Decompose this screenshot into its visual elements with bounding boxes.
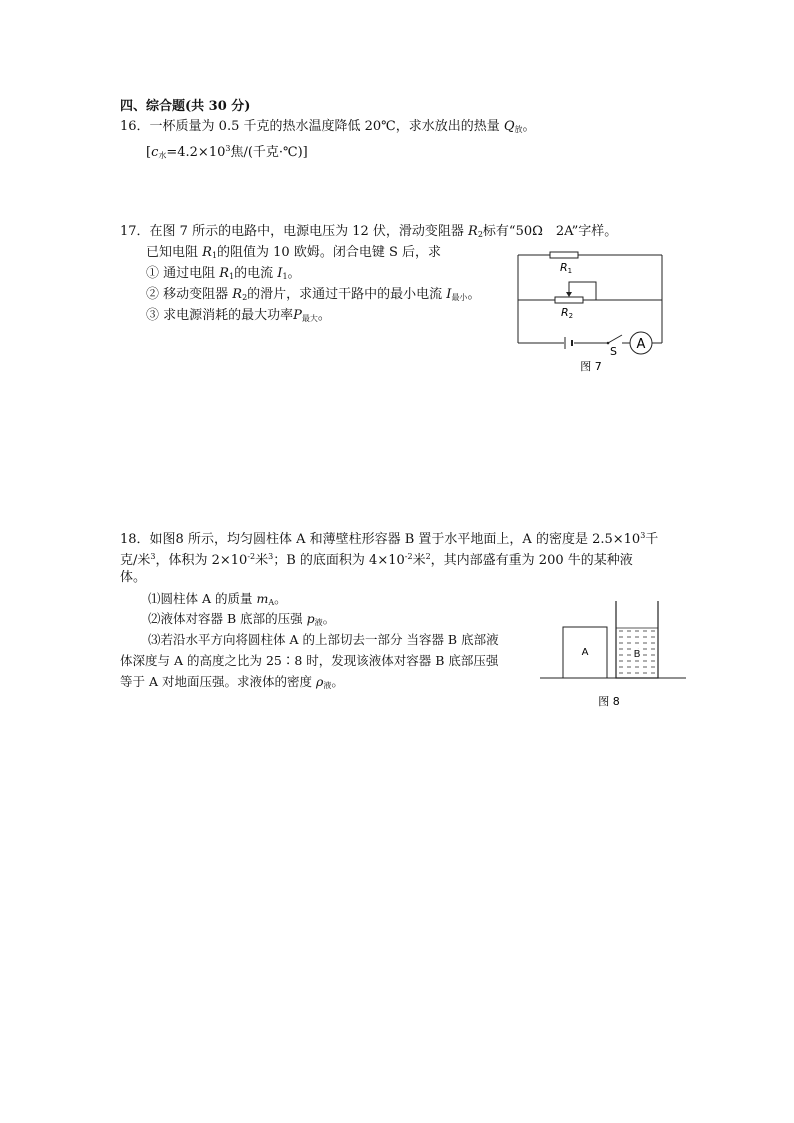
resistor-r2 — [555, 297, 583, 303]
q18-line2-f: ，其内部盛有重为 200 牛的某种液 — [430, 553, 633, 568]
q18-sub-1 — [148, 591, 287, 611]
q17-line2-end: 的阻值为 10 欧姆。闭合电键 S 后，求 — [217, 245, 442, 260]
q16-text: 一杯质量为 0.5 千克的热水温度降低 20℃，求水放出的热量 — [149, 119, 504, 134]
resistor-r1 — [550, 252, 578, 258]
q17-item1-isub: 1 — [282, 272, 288, 281]
q17-item1-end: 。 — [287, 266, 301, 281]
q18-line2-e: 米 — [412, 553, 426, 568]
q18-sub1-m: m — [256, 591, 269, 606]
q17-item3-end: 。 — [317, 308, 331, 323]
q18-sub1-text: ⑴圆柱体 A 的质量 — [148, 591, 257, 606]
ammeter-label: A — [636, 337, 646, 352]
q17-item1-text: ① 通过电阻 — [146, 266, 220, 281]
q18-line-3: 体。 — [120, 570, 147, 585]
q18-line2-exp3: 3 — [268, 552, 274, 561]
figure-8-caption: 图 8 — [598, 695, 620, 708]
q18-sub3-end: 。 — [331, 674, 344, 689]
q18-line2-exp1: 3 — [150, 552, 156, 561]
q18-sub-3-line-1: ⑶若沿水平方向将圆柱体 A 的上部切去一部分 当容器 B 底部液 — [148, 632, 499, 647]
q17-item2-isub: 最小 — [451, 293, 468, 302]
q17-r2-symbol: R — [468, 224, 478, 239]
q17-line1-text: 在图 7 所示的电路中，电源电压为 12 伏，滑动变阻器 — [149, 224, 469, 239]
q17-item3-p: P — [293, 308, 302, 323]
q17-item2-i: I — [446, 287, 452, 302]
container-diagram — [538, 598, 688, 710]
q18-line2-exp5: 2 — [425, 552, 431, 561]
q18-sub3-text: 等于 A 对地面压强。求液体的密度 — [120, 674, 316, 689]
q18-line2-exp4: -2 — [404, 552, 413, 561]
slider-arrow-icon — [566, 292, 572, 297]
q17-line1-end: 标有“50Ω 2A”字样。 — [482, 224, 618, 239]
q17-r1-subscript: 1 — [211, 251, 218, 260]
q17-item3-text: ③ 求电源消耗的最大功率 — [146, 308, 294, 323]
q18-sub2-end: 。 — [322, 611, 336, 626]
q17-item3-psub: 最大 — [301, 314, 318, 323]
q18-line2-exp2: -2 — [247, 552, 256, 561]
q17-item2-text: ② 移动变阻器 — [146, 287, 233, 302]
r1-label: R1 — [560, 261, 573, 275]
q16-end: 。 — [522, 119, 536, 134]
q18-line2-c: 米 — [255, 553, 269, 568]
q18-line1-end: 千 — [645, 532, 659, 547]
q17-item1-r: R — [219, 266, 230, 281]
q17-item1-i: I — [277, 266, 283, 281]
q18-line-1 — [120, 528, 658, 548]
q17-line-1 — [120, 224, 617, 243]
q18-line1-text: 如图8 所示，均匀圆柱体 A 和薄壁柱形容器 B 置于水平地面上，A 的密度是 2.5×10 — [149, 532, 641, 547]
q18-line1-exp: 3 — [640, 531, 646, 540]
q16-c-subscript: 水 — [158, 151, 167, 160]
cylinder-a-label: A — [581, 647, 589, 658]
q17-item-3 — [146, 308, 331, 327]
q17-line2-text: 已知电阻 — [146, 245, 203, 260]
container-b-label: B — [633, 649, 641, 660]
q16-q-symbol: Q — [503, 119, 515, 134]
q18-line-2 — [120, 549, 633, 569]
q16-q-subscript: 放 — [514, 125, 523, 134]
q17-item-2 — [146, 287, 480, 306]
r2-label: R2 — [561, 306, 574, 320]
q18-number: 18． — [120, 532, 150, 547]
q16-formula-eq: =4.2×10 — [166, 145, 226, 160]
q17-line-2 — [146, 245, 441, 264]
q18-line2-a: 克/米 — [120, 553, 151, 568]
section-title: 四、综合题(共 30 分) — [120, 99, 251, 114]
figure-7-caption: 图 7 — [580, 360, 602, 373]
q18-sub-3-line-2: 体深度与 A 的高度之比为 25∶8 时，发现该液体对容器 B 底部压强 — [120, 653, 499, 668]
q17-item2-mid: 的滑片，求通过干路中的最小电流 — [247, 287, 447, 302]
q17-item1-mid: 的电流 — [234, 266, 278, 281]
q18-sub1-end: 。 — [274, 591, 287, 606]
q18-sub3-rhosub: 液 — [323, 681, 332, 690]
q17-item-1 — [146, 266, 301, 285]
q16-formula — [146, 141, 308, 164]
q18-sub3-rho: ρ — [315, 674, 324, 689]
q16-c-symbol: c — [151, 145, 159, 160]
q17-number: 17． — [120, 224, 150, 239]
q16-number: 16． — [120, 119, 150, 134]
circuit-diagram — [510, 248, 670, 374]
q16-formula-unit: 焦/(千克·℃)] — [230, 145, 308, 160]
q17-item2-r: R — [232, 287, 243, 302]
q18-sub-3-line-3 — [120, 674, 344, 694]
q16-formula-exp: 3 — [225, 144, 231, 153]
q17-item2-end: 。 — [467, 287, 481, 302]
q17-item1-rsub: 1 — [229, 272, 235, 281]
q17-r1-symbol: R — [202, 245, 212, 260]
switch-blade — [608, 335, 622, 343]
q18-sub1-msub: A — [268, 598, 275, 607]
q16-statement — [120, 119, 536, 138]
q18-sub-2 — [148, 611, 335, 631]
q18-line2-b: ，体积为 2×10 — [155, 553, 248, 568]
q18-sub2-text: ⑵液体对容器 B 底部的压强 — [148, 611, 307, 626]
q17-r2-subscript: 2 — [477, 230, 483, 239]
q18-sub2-p: p — [306, 611, 315, 626]
q18-sub2-psub: 液 — [314, 618, 323, 627]
q18-line2-d: ；B 的底面积为 4×10 — [273, 553, 405, 568]
switch-label: S — [610, 345, 617, 358]
q16-formula-open: [ — [146, 145, 152, 160]
q17-item2-rsub: 2 — [242, 293, 248, 302]
